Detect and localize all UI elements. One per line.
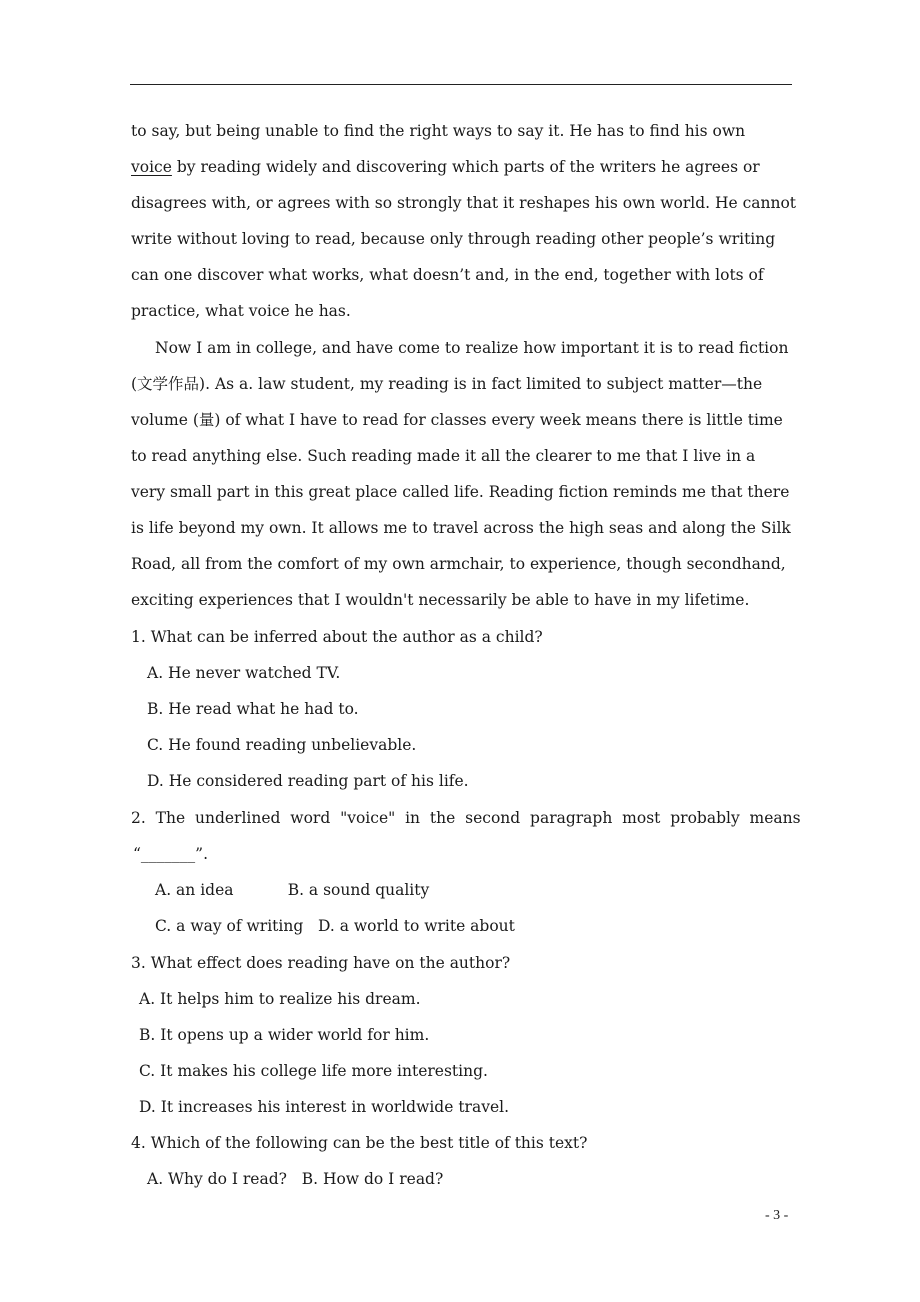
header-rule (130, 84, 792, 85)
question-stem: 3. What effect does reading have on the author? (131, 954, 511, 972)
answer-option: A. an idea B. a sound quality (155, 881, 430, 899)
passage-line: volume (量) of what I have to read for classes every week means there is little time (131, 411, 783, 429)
underlined-word: voice (131, 158, 172, 176)
passage-line: very small part in this great place called life. Reading fiction reminds me that there (131, 483, 790, 501)
answer-option: C. It makes his college life more interesting. (139, 1062, 488, 1080)
passage-line: can one discover what works, what doesn’t and, in the end, together with lots of (131, 266, 764, 284)
passage-line: to read anything else. Such reading made it all the clearer to me that I live in a (131, 447, 756, 465)
passage-line: to say, but being unable to find the right ways to say it. He has to find his own (131, 122, 746, 140)
question-stem-continuation: “_______”. (133, 845, 209, 863)
passage-line: Road, all from the comfort of my own armchair, to experience, though secondhand, (131, 555, 786, 573)
passage-line (131, 157, 760, 177)
passage-line: practice, what voice he has. (131, 302, 351, 320)
question-stem: 2. The underlined word "voice" in the second paragraph most probably means (131, 809, 801, 827)
passage-line: Now I am in college, and have come to realize how important it is to read fiction (155, 339, 789, 357)
answer-option: A. He never watched TV. (147, 664, 341, 682)
question-stem: 1. What can be inferred about the author as a child? (131, 628, 543, 646)
answer-option: D. It increases his interest in worldwide travel. (139, 1098, 510, 1116)
passage-line: is life beyond my own. It allows me to travel across the high seas and along the Silk (131, 519, 791, 537)
answer-option: B. It opens up a wider world for him. (139, 1026, 430, 1044)
answer-option: A. Why do I read? B. How do I read? (147, 1170, 444, 1188)
answer-option: A. It helps him to realize his dream. (139, 990, 421, 1008)
passage-line: write without loving to read, because only through reading other people’s writing (131, 230, 776, 248)
answer-option: D. He considered reading part of his life. (147, 772, 469, 790)
passage-line-text: by reading widely and discovering which parts of the writers he agrees or (171, 158, 760, 176)
passage-line: disagrees with, or agrees with so strongly that it reshapes his own world. He cannot (131, 194, 797, 212)
passage-line: (文学作品). As a. law student, my reading is in fact limited to subject matter—the (131, 375, 763, 393)
answer-option: C. a way of writing D. a world to write about (155, 917, 515, 935)
answer-option: B. He read what he had to. (147, 700, 359, 718)
question-stem: 4. Which of the following can be the best title of this text? (131, 1134, 588, 1152)
page-number: - 3 - (765, 1208, 789, 1223)
passage-line: exciting experiences that I wouldn't necessarily be able to have in my lifetime. (131, 591, 750, 609)
answer-option: C. He found reading unbelievable. (147, 736, 417, 754)
